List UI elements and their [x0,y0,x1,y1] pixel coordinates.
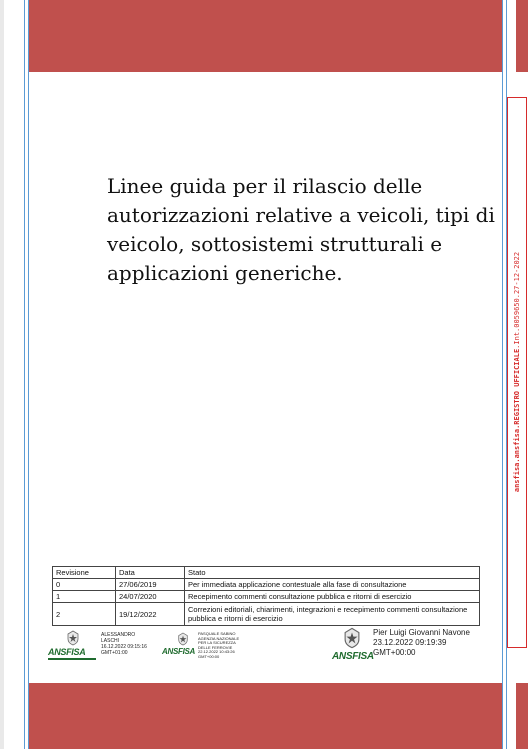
revision-date: 27/06/2019 [116,579,185,591]
signer-name: ALESSANDRO [101,632,136,638]
table-row [53,603,480,626]
signature-tz: GMT+00:00 [373,648,416,657]
signer-surname: LASCHI [101,638,120,644]
revision-table [52,566,480,626]
title-line: applicazioni generiche. [107,261,343,285]
column-header-stato: Stato [185,567,480,579]
footer-band-right [516,683,528,749]
republic-emblem-icon [177,632,189,646]
column-header-revisione: Revisione [53,567,116,579]
revision-number: 1 [53,591,116,603]
ansfisa-logo-text: ANSFISA [332,651,374,662]
guide-line-right-inner [502,0,503,749]
table-row [53,579,480,591]
stamp-number: .Int.0059650.27-12-2022 [513,251,521,349]
title-line: veicolo, sottosistemi strutturali e [107,232,443,256]
title-line: autorizzazioni relative a veicoli, tipi di [107,203,495,227]
revision-number: 0 [53,579,116,591]
revision-number: 2 [53,603,116,626]
revision-status: Per immediata applicazione contestuale alla fase di consultazione [185,579,480,591]
footer-band [28,683,502,749]
ansfisa-logo-text: ANSFISA [48,647,86,657]
signature-2-text [198,632,239,660]
logo-underline [48,658,96,660]
signer-agency: AGENZIA NAZIONALE [198,635,240,641]
signature-date: 22.12.2022 10:43:26 [198,649,235,655]
signature-1-text [101,632,147,656]
table-row [53,591,480,603]
revision-status: Recepimento commenti consultazione pubblica e ritorni di esercizio [185,591,480,603]
title-line: Linee guida per il rilascio delle [107,174,423,198]
signer-agency: DELLE FERROVIE [198,644,233,650]
left-margin-strip [0,0,4,749]
guide-line-left-inner [28,0,29,749]
revision-date: 19/12/2022 [116,603,185,626]
guide-line-left-outer [24,0,25,749]
signer-name: PASQUALE SABINO [198,631,236,636]
column-header-data: Data [116,567,185,579]
signature-logo-3 [332,627,372,665]
signer-agency: PER LA SICUREZZA [198,640,236,646]
signature-tz: GMT+00:00 [198,653,220,659]
republic-emblem-icon [342,627,362,649]
document-title [107,172,507,288]
ansfisa-logo-text: ANSFISA [162,647,196,656]
revision-date: 24/07/2020 [116,591,185,603]
republic-emblem-icon [66,630,80,646]
signature-date: 23.12.2022 09:19:39 [373,638,447,647]
header-band [28,0,502,72]
protocol-stamp [512,102,522,642]
table-header-row [53,567,480,579]
signer-name: Pier Luigi Giovanni Navone [373,628,470,637]
signature-date: 16.12.2022 09:15:16 [101,644,147,650]
signature-tz: GMT+01:00 [101,650,128,656]
revision-status: Correzioni editoriali, chiarimenti, integrazioni e recepimento commenti consultazione pubblica e ritorni di esercizio [185,603,480,626]
stamp-registry: ansfisa.ansfisa.REGISTRO UFFICIALE [513,348,521,493]
signature-3-text [373,628,470,658]
signature-logo-1 [48,630,98,664]
header-band-right [516,0,528,72]
